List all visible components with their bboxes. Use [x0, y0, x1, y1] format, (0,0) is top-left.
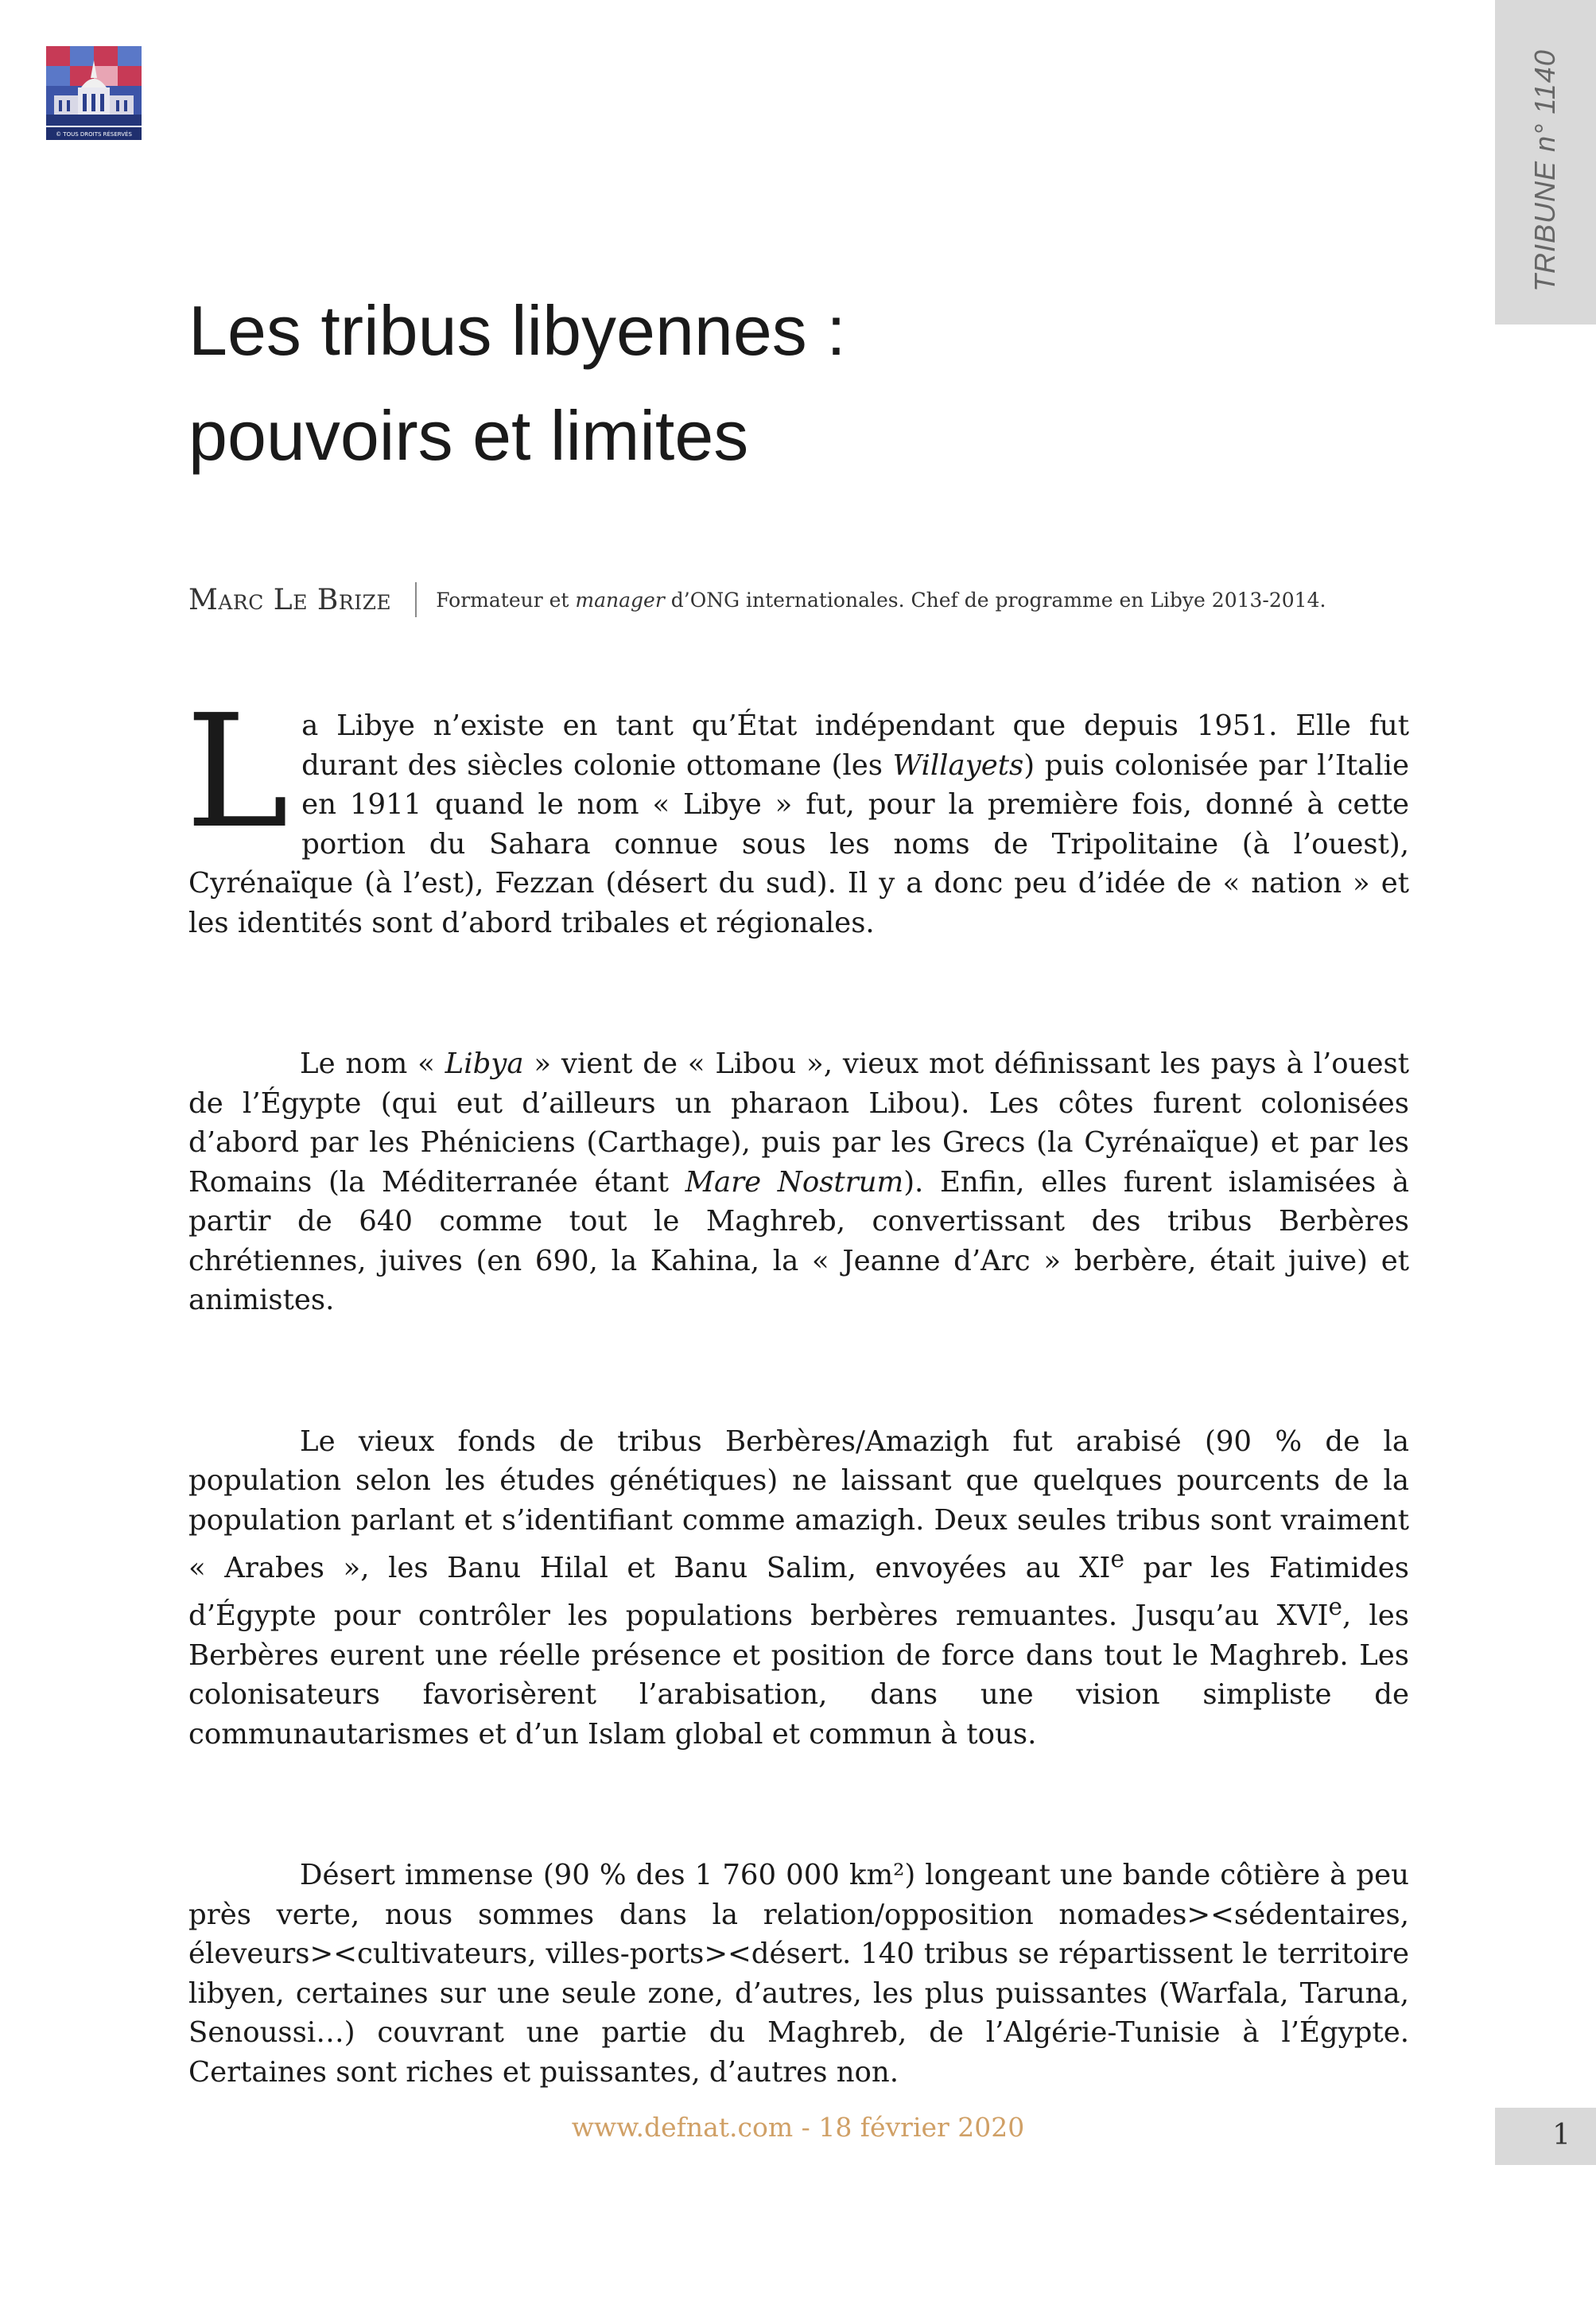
author-bio — [436, 589, 1326, 612]
paragraph-3 — [188, 1422, 1409, 1755]
p4-text-1: Désert immense (90 % des 1 760 000 km²) longeant une bande côtière à peu près verte, nous sommes dans la relation/opposition nomades><sédentaires, éleveurs><cultivateurs, villes-ports><désert. 140 tribus se répartissent le territoire libyen, certaines sur une seule zone, d’autres, les plus puissantes (Warfala, Taruna, Senoussi…) couvrant une partie du Maghreb, de l’Algérie-Tunisie à l’Égypte. Certaines sont riches et puissantes, d’autres non. — [188, 1859, 1409, 2089]
footer-url-date: www.defnat.com - 18 février 2020 — [571, 2112, 1025, 2143]
paragraph-4 — [188, 1856, 1409, 2092]
p2-italic-2: Mare Nostrum — [685, 1165, 904, 1199]
tribune-tab — [1495, 0, 1596, 325]
p3-text-3: , les Berbères eurent une réelle présence et position de force dans tout le Maghreb. Les colonisateurs favorisèrent l’arabisation, dans une vision simpliste de communautarismes et d’un Islam global et commun à tous. — [188, 1599, 1410, 1751]
p3-text-2: par les Fatimides d’Égypte pour contrôler les populations berbères remuantes. Jusqu’au XVI — [188, 1551, 1409, 1633]
author-bio-part2: d’ONG internationales. Chef de programme en Libye 2013-2014. — [664, 588, 1326, 612]
p2-text-3: ). Enfin, elles furent islamisées à partir de 640 comme tout le Maghreb, convertissant des tribus Berbères chrétiennes, juives (en 690, la Kahina, la « Jeanne d’Arc » berbère, était juive) et animistes. — [188, 1165, 1409, 1316]
page-number-box — [1495, 2108, 1596, 2165]
p2-text-1: Le nom « — [300, 1047, 445, 1080]
author-name: Marc Le Brize — [188, 583, 392, 616]
author-bio-part1: Formateur et — [436, 588, 576, 612]
title-line-1: Les tribus libyennes : — [188, 291, 846, 370]
p3-sup-1: e — [1110, 1545, 1124, 1572]
logo — [46, 46, 142, 140]
paragraph-1 — [185, 682, 1410, 943]
p3-sup-2: e — [1328, 1593, 1343, 1621]
p3-text-1: Le vieux fonds de tribus Berbères/Amazigh fut arabisé (90 % de la population selon les études génétiques) ne laissant que quelques pourcents de la population parlant et s’identifiant comme amazigh. Deux seules tribus sont vraiment « Arabes », les Banu Hilal et Banu Salim, envoyées au XI — [188, 1425, 1409, 1584]
p1-text-1: a Libye n’existe en tant qu’État indépendant que depuis 1951. Elle fut durant des siècles colonie ottomane (les — [301, 709, 1409, 782]
page-title — [188, 278, 846, 488]
author-line — [188, 582, 1326, 617]
article-body — [185, 682, 1410, 2092]
p2-text-2: » vient de « Libou », vieux mot définissant les pays à l’ouest de l’Égypte (qui eut d’ailleurs un pharaon Libou). Les côtes furent colonisées d’abord par les Phéniciens (Carthage), puis par les Grecs (la Cyrénaïque) et par les Romains (la Méditerranée étant — [188, 1047, 1409, 1199]
p2-italic-1: Libya — [445, 1047, 524, 1080]
title-line-2: pouvoirs et limites — [188, 396, 749, 475]
drop-cap: L — [185, 682, 289, 863]
logo-caption: © TOUS DROITS RÉSERVÉS — [56, 131, 132, 138]
paragraph-2 — [188, 1044, 1409, 1320]
tribune-label: TRIBUNE n° 1140 — [1528, 49, 1561, 292]
building-logo-icon — [46, 46, 142, 140]
author-divider — [415, 582, 417, 617]
p1-italic-1: Willayets — [892, 748, 1024, 782]
p1-text-2: ) puis colonisée par l’Italie en 1911 quand le nom « Libye » fut, pour la première fois, donné à cette portion du Sahara connue sous les noms de Tripolitaine (à l’ouest), Cyrénaïque (à l’est), Fezzan (désert du sud). Il y a donc peu d’idée de « nation » et les identités sont d’abord tribales et régionales. — [188, 748, 1410, 939]
author-bio-italic: manager — [575, 588, 665, 612]
page-number: 1 — [1552, 2119, 1571, 2151]
